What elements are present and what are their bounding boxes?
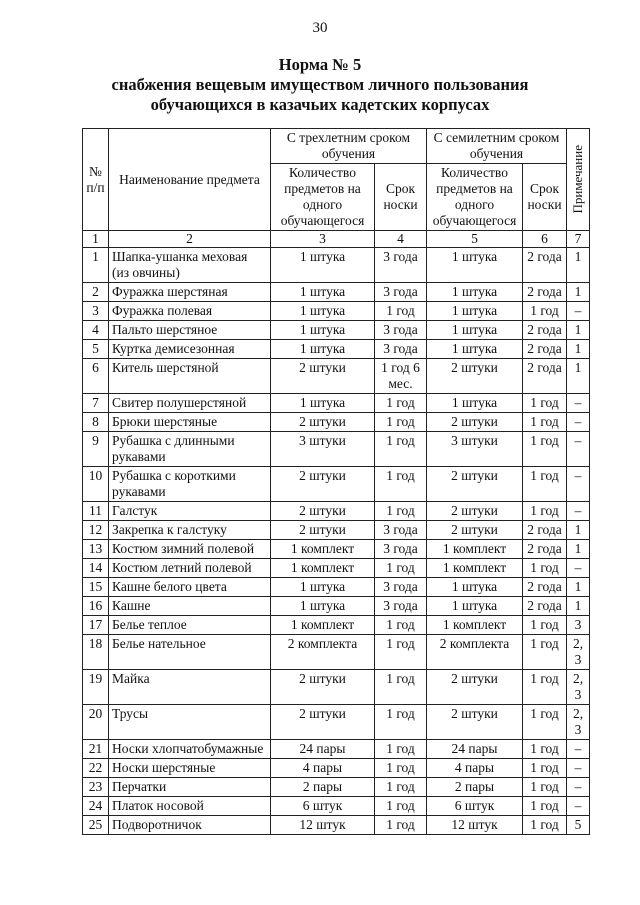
qty-3-year: 1 штука (271, 283, 375, 302)
term-7-year: 2 года (523, 359, 567, 394)
row-number: 17 (83, 616, 109, 635)
qty-7-year: 2 штуки (427, 359, 523, 394)
table-body (83, 248, 590, 835)
header-term-3: Срок носки (375, 164, 427, 231)
table-row (83, 321, 590, 340)
qty-3-year: 2 пары (271, 778, 375, 797)
note-ref: 2, 3 (567, 705, 590, 740)
term-3-year: 3 года (375, 283, 427, 302)
qty-7-year: 2 штуки (427, 521, 523, 540)
note-ref: – (567, 740, 590, 759)
qty-7-year: 2 штуки (427, 502, 523, 521)
qty-3-year: 2 штуки (271, 705, 375, 740)
table-row (83, 432, 590, 467)
item-name: Кашне (109, 597, 271, 616)
note-ref: 1 (567, 340, 590, 359)
note-ref: 1 (567, 578, 590, 597)
item-name: Пальто шерстяное (109, 321, 271, 340)
term-7-year: 1 год (523, 616, 567, 635)
term-3-year: 1 год (375, 705, 427, 740)
qty-7-year: 1 штука (427, 302, 523, 321)
row-number: 2 (83, 283, 109, 302)
column-number: 7 (567, 231, 590, 248)
qty-7-year: 2 штуки (427, 670, 523, 705)
term-7-year: 1 год (523, 705, 567, 740)
term-7-year: 1 год (523, 502, 567, 521)
title-line-2: снабжения вещевым имуществом личного пользования (111, 75, 529, 94)
qty-3-year: 2 штуки (271, 502, 375, 521)
table-row (83, 302, 590, 321)
note-ref: – (567, 797, 590, 816)
header-name: Наименование предмета (109, 129, 271, 231)
term-7-year: 1 год (523, 394, 567, 413)
header-qty-3: Количество предметов на одного обучающегося (271, 164, 375, 231)
row-number: 9 (83, 432, 109, 467)
norm-table (82, 128, 590, 835)
table-row (83, 670, 590, 705)
qty-7-year: 1 штука (427, 321, 523, 340)
term-3-year: 1 год (375, 759, 427, 778)
item-name: Белье нательное (109, 635, 271, 670)
table-row (83, 559, 590, 578)
qty-7-year: 4 пары (427, 759, 523, 778)
row-number: 16 (83, 597, 109, 616)
qty-3-year: 1 штука (271, 248, 375, 283)
item-name: Костюм зимний полевой (109, 540, 271, 559)
column-number: 2 (109, 231, 271, 248)
note-ref: 3 (567, 616, 590, 635)
table-row (83, 740, 590, 759)
column-number: 3 (271, 231, 375, 248)
qty-3-year: 2 штуки (271, 467, 375, 502)
term-7-year: 2 года (523, 321, 567, 340)
header-note-label: Примечание (570, 145, 585, 214)
term-3-year: 3 года (375, 248, 427, 283)
qty-7-year: 1 штука (427, 394, 523, 413)
term-7-year: 1 год (523, 413, 567, 432)
table-row (83, 283, 590, 302)
note-ref: – (567, 302, 590, 321)
item-name: Трусы (109, 705, 271, 740)
qty-3-year: 2 штуки (271, 359, 375, 394)
note-ref: 1 (567, 283, 590, 302)
row-number: 21 (83, 740, 109, 759)
term-7-year: 2 года (523, 248, 567, 283)
table-row (83, 467, 590, 502)
term-7-year: 1 год (523, 635, 567, 670)
term-7-year: 2 года (523, 283, 567, 302)
term-7-year: 1 год (523, 302, 567, 321)
item-name: Носки хлопчатобумажные (109, 740, 271, 759)
qty-7-year: 1 комплект (427, 559, 523, 578)
qty-3-year: 24 пары (271, 740, 375, 759)
qty-7-year: 1 штука (427, 597, 523, 616)
row-number: 19 (83, 670, 109, 705)
qty-3-year: 3 штуки (271, 432, 375, 467)
row-number: 7 (83, 394, 109, 413)
note-ref: – (567, 759, 590, 778)
item-name: Рубашка с длинными рукавами (109, 432, 271, 467)
page-number: 30 (312, 20, 328, 36)
term-7-year: 1 год (523, 467, 567, 502)
item-name: Китель шерстяной (109, 359, 271, 394)
item-name: Свитер полушерстяной (109, 394, 271, 413)
table-row (83, 502, 590, 521)
qty-3-year: 1 штука (271, 597, 375, 616)
qty-3-year: 1 комплект (271, 616, 375, 635)
term-7-year: 1 год (523, 797, 567, 816)
term-3-year: 3 года (375, 321, 427, 340)
table-row (83, 248, 590, 283)
header-num: № п/п (83, 129, 109, 231)
note-ref: – (567, 394, 590, 413)
qty-3-year: 2 штуки (271, 521, 375, 540)
term-7-year: 1 год (523, 559, 567, 578)
item-name: Закрепка к галстуку (109, 521, 271, 540)
term-3-year: 1 год (375, 559, 427, 578)
table-row (83, 394, 590, 413)
term-3-year: 3 года (375, 540, 427, 559)
term-3-year: 1 год (375, 467, 427, 502)
table-row (83, 578, 590, 597)
term-7-year: 1 год (523, 778, 567, 797)
item-name: Рубашка с короткими рукавами (109, 467, 271, 502)
table-row (83, 705, 590, 740)
row-number: 15 (83, 578, 109, 597)
qty-3-year: 1 штука (271, 340, 375, 359)
note-ref: 1 (567, 521, 590, 540)
term-3-year: 1 год 6 мес. (375, 359, 427, 394)
term-3-year: 1 год (375, 302, 427, 321)
row-number: 4 (83, 321, 109, 340)
note-ref: – (567, 778, 590, 797)
qty-7-year: 1 комплект (427, 540, 523, 559)
qty-7-year: 12 штук (427, 816, 523, 835)
term-7-year: 2 года (523, 597, 567, 616)
row-number: 20 (83, 705, 109, 740)
item-name: Фуражка шерстяная (109, 283, 271, 302)
qty-7-year: 1 комплект (427, 616, 523, 635)
qty-3-year: 1 комплект (271, 559, 375, 578)
item-name: Куртка демисезонная (109, 340, 271, 359)
term-7-year: 1 год (523, 432, 567, 467)
column-number-row (83, 231, 590, 248)
row-number: 14 (83, 559, 109, 578)
row-number: 8 (83, 413, 109, 432)
table-row (83, 521, 590, 540)
table-row (83, 340, 590, 359)
table-row (83, 597, 590, 616)
term-3-year: 3 года (375, 597, 427, 616)
term-7-year: 2 года (523, 340, 567, 359)
term-3-year: 3 года (375, 578, 427, 597)
qty-3-year: 2 штуки (271, 670, 375, 705)
note-ref: 1 (567, 321, 590, 340)
column-number: 4 (375, 231, 427, 248)
note-ref: – (567, 467, 590, 502)
column-number: 6 (523, 231, 567, 248)
document-title (0, 55, 640, 115)
note-ref: 2, 3 (567, 670, 590, 705)
qty-3-year: 2 комплекта (271, 635, 375, 670)
item-name: Белье теплое (109, 616, 271, 635)
qty-7-year: 1 штука (427, 340, 523, 359)
term-7-year: 2 года (523, 521, 567, 540)
header-group-3-year: С трехлетним сроком обучения (271, 129, 427, 164)
term-3-year: 1 год (375, 502, 427, 521)
note-ref: – (567, 432, 590, 467)
row-number: 12 (83, 521, 109, 540)
qty-7-year: 2 штуки (427, 413, 523, 432)
term-7-year: 1 год (523, 670, 567, 705)
term-3-year: 1 год (375, 816, 427, 835)
header-note (567, 129, 590, 231)
table-row (83, 540, 590, 559)
term-3-year: 1 год (375, 740, 427, 759)
note-ref: – (567, 559, 590, 578)
table-header (83, 129, 590, 248)
table-row (83, 759, 590, 778)
term-3-year: 1 год (375, 616, 427, 635)
qty-3-year: 4 пары (271, 759, 375, 778)
row-number: 5 (83, 340, 109, 359)
header-group-7-year: С семилетним сроком обучения (427, 129, 567, 164)
term-3-year: 1 год (375, 778, 427, 797)
qty-7-year: 1 штука (427, 578, 523, 597)
note-ref: 2, 3 (567, 635, 590, 670)
column-number: 5 (427, 231, 523, 248)
table-row (83, 616, 590, 635)
term-7-year: 1 год (523, 740, 567, 759)
qty-7-year: 1 штука (427, 283, 523, 302)
row-number: 6 (83, 359, 109, 394)
row-number: 18 (83, 635, 109, 670)
qty-3-year: 12 штук (271, 816, 375, 835)
title-line-1: Норма № 5 (278, 55, 362, 74)
qty-7-year: 2 комплекта (427, 635, 523, 670)
term-7-year: 1 год (523, 759, 567, 778)
note-ref: 1 (567, 597, 590, 616)
qty-7-year: 1 штука (427, 248, 523, 283)
qty-7-year: 24 пары (427, 740, 523, 759)
item-name: Фуражка полевая (109, 302, 271, 321)
qty-3-year: 1 штука (271, 302, 375, 321)
table-row (83, 797, 590, 816)
qty-7-year: 2 штуки (427, 467, 523, 502)
term-7-year: 2 года (523, 540, 567, 559)
qty-7-year: 6 штук (427, 797, 523, 816)
qty-7-year: 3 штуки (427, 432, 523, 467)
qty-3-year: 1 штука (271, 578, 375, 597)
header-qty-7: Количество предметов на одного обучающегося (427, 164, 523, 231)
item-name: Брюки шерстяные (109, 413, 271, 432)
qty-3-year: 6 штук (271, 797, 375, 816)
note-ref: 1 (567, 540, 590, 559)
note-ref: 1 (567, 359, 590, 394)
item-name: Костюм летний полевой (109, 559, 271, 578)
header-term-7: Срок носки (523, 164, 567, 231)
qty-3-year: 2 штуки (271, 413, 375, 432)
note-ref: 1 (567, 248, 590, 283)
term-3-year: 1 год (375, 635, 427, 670)
row-number: 22 (83, 759, 109, 778)
item-name: Платок носовой (109, 797, 271, 816)
item-name: Майка (109, 670, 271, 705)
row-number: 25 (83, 816, 109, 835)
column-number: 1 (83, 231, 109, 248)
table-row (83, 413, 590, 432)
table-row (83, 635, 590, 670)
term-3-year: 3 года (375, 521, 427, 540)
term-3-year: 1 год (375, 394, 427, 413)
term-3-year: 1 год (375, 432, 427, 467)
item-name: Подворотничок (109, 816, 271, 835)
item-name: Галстук (109, 502, 271, 521)
item-name: Перчатки (109, 778, 271, 797)
item-name: Носки шерстяные (109, 759, 271, 778)
item-name: Шапка-ушанка меховая (из овчины) (109, 248, 271, 283)
qty-3-year: 1 штука (271, 394, 375, 413)
table-row (83, 359, 590, 394)
note-ref: 5 (567, 816, 590, 835)
term-3-year: 1 год (375, 670, 427, 705)
term-3-year: 3 года (375, 340, 427, 359)
note-ref: – (567, 502, 590, 521)
table-row (83, 778, 590, 797)
qty-7-year: 2 штуки (427, 705, 523, 740)
row-number: 13 (83, 540, 109, 559)
qty-3-year: 1 комплект (271, 540, 375, 559)
qty-7-year: 2 пары (427, 778, 523, 797)
note-ref: – (567, 413, 590, 432)
row-number: 24 (83, 797, 109, 816)
term-3-year: 1 год (375, 413, 427, 432)
term-7-year: 1 год (523, 816, 567, 835)
title-line-3: обучающихся в казачьих кадетских корпусах (150, 95, 490, 114)
row-number: 1 (83, 248, 109, 283)
row-number: 10 (83, 467, 109, 502)
row-number: 3 (83, 302, 109, 321)
table-row (83, 816, 590, 835)
row-number: 11 (83, 502, 109, 521)
qty-3-year: 1 штука (271, 321, 375, 340)
row-number: 23 (83, 778, 109, 797)
item-name: Кашне белого цвета (109, 578, 271, 597)
term-3-year: 1 год (375, 797, 427, 816)
term-7-year: 2 года (523, 578, 567, 597)
